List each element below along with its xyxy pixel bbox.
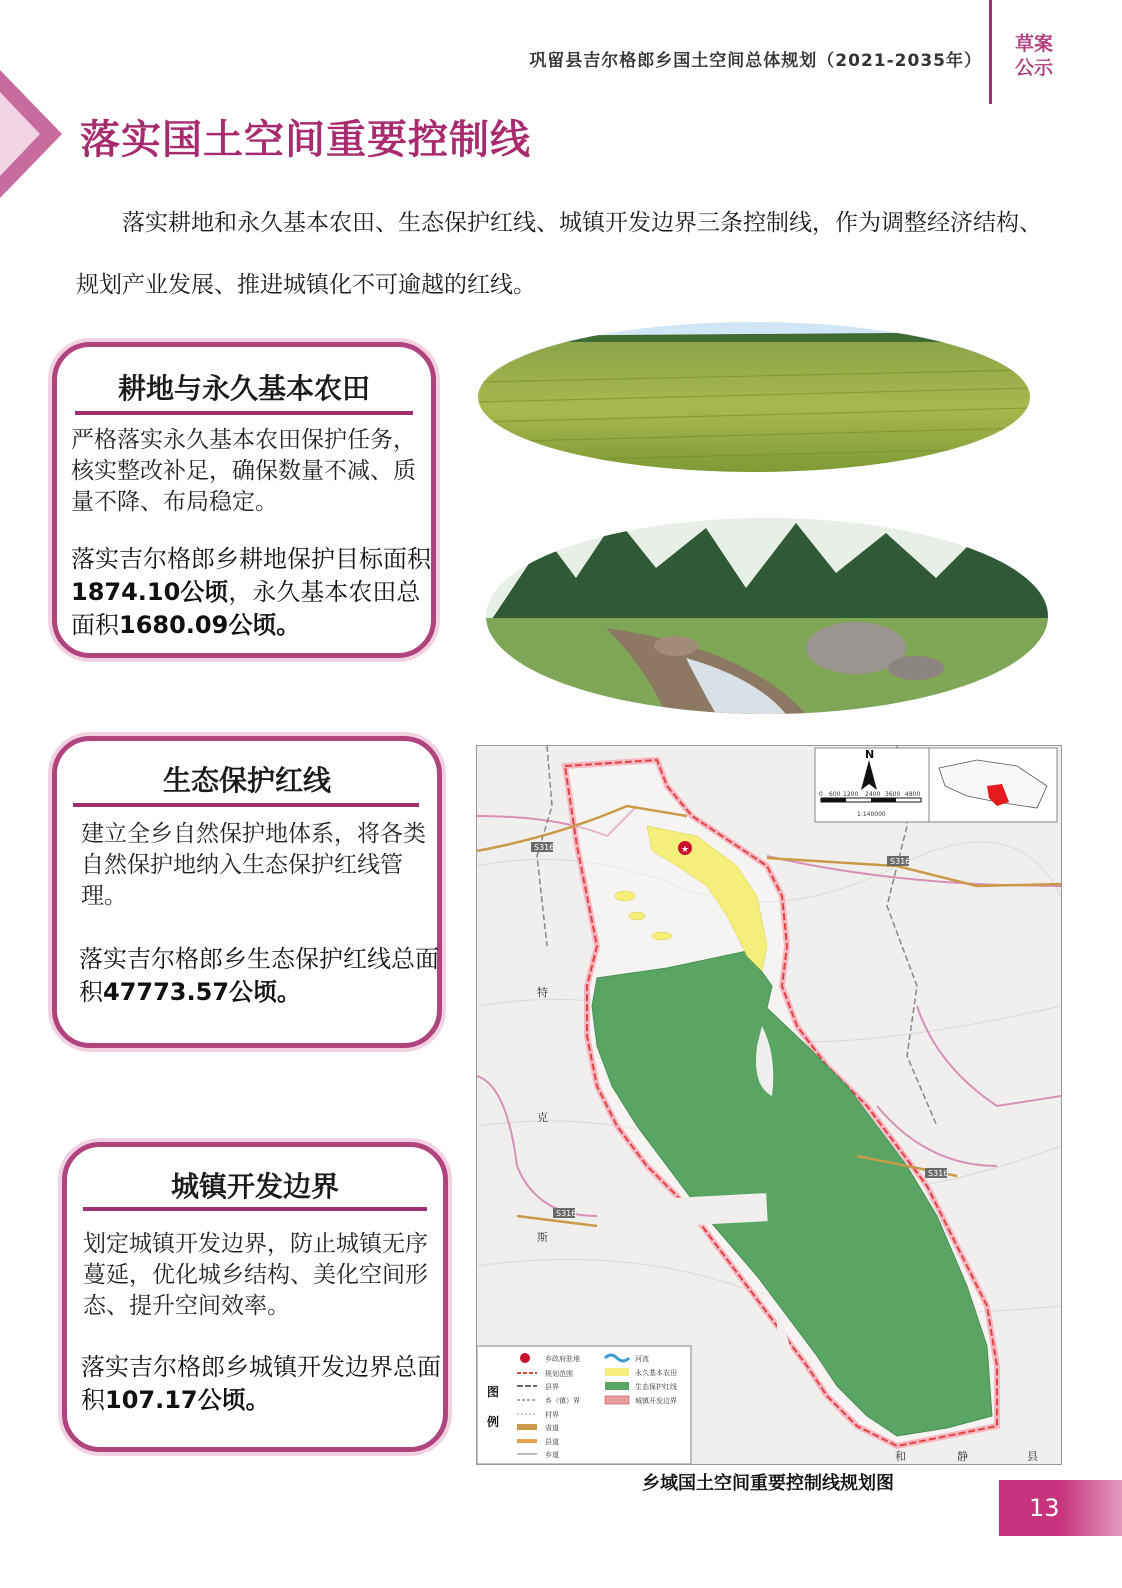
mountain-stream-photo bbox=[486, 518, 1048, 714]
page-title: 落实国土空间重要控制线 bbox=[80, 117, 531, 163]
scale-tick-0: 0 bbox=[819, 791, 823, 798]
road-label-4: S316 bbox=[556, 1209, 577, 1218]
legend-item-provincial-road: 省道 bbox=[545, 1424, 559, 1432]
legend-title-1: 图 bbox=[487, 1385, 500, 1399]
urban-goal-value: 107.17公顷。 bbox=[105, 1386, 270, 1414]
road-label-1: S316 bbox=[534, 843, 555, 852]
legend-item-county-boundary: 县界 bbox=[545, 1383, 559, 1391]
urban-card-divider bbox=[83, 1207, 427, 1211]
place-label-xian: 县 bbox=[1027, 1450, 1038, 1463]
scale-tick-4: 3600 bbox=[885, 791, 901, 798]
farmland-goal-mid: ，永久基本农田总面积 bbox=[71, 578, 421, 639]
document-header-title: 巩留县吉尔格郎乡国土空间总体规划（2021-2035年） bbox=[529, 51, 982, 71]
scale-tick-2: 1200 bbox=[843, 791, 859, 798]
urban-card-goal bbox=[81, 1351, 441, 1417]
legend-item-township-road: 乡道 bbox=[545, 1451, 559, 1459]
eco-card-goal bbox=[79, 943, 439, 1009]
legend-item-county-road: 县道 bbox=[545, 1438, 559, 1446]
town-star-icon: ★ bbox=[681, 845, 690, 855]
eco-card-body: 建立全乡自然保护地体系，将各类自然保护地纳入生态保护红线管理。 bbox=[81, 821, 426, 909]
urban-boundary-card bbox=[62, 1142, 448, 1452]
farmland-goal-value-2: 1680.09公顷。 bbox=[119, 611, 301, 639]
farmland-card-goal bbox=[71, 543, 431, 642]
farmland-card-body: 严格落实永久基本农田保护任务，核实整改补足，确保数量不减、质量不降、布局稳定。 bbox=[71, 427, 416, 515]
road-label-3: S316 bbox=[928, 1169, 949, 1178]
eco-redline-card bbox=[52, 736, 442, 1048]
wheat-field-photo bbox=[478, 322, 1030, 472]
legend-title-2: 例 bbox=[487, 1415, 500, 1429]
map-canvas bbox=[477, 746, 1061, 1464]
intro-text: 落实耕地和永久基本农田、生态保护红线、城镇开发边界三条控制线，作为调整经济结构、规划产业发展、推进城镇化不可逾越的红线。 bbox=[76, 210, 1042, 298]
eco-goal-value: 47773.57公顷。 bbox=[103, 978, 302, 1006]
page-number: 13 bbox=[999, 1480, 1122, 1536]
badge-line-2: 公示 bbox=[1014, 57, 1053, 79]
page-number-gradient bbox=[1060, 1480, 1122, 1536]
scale-tick-1: 600 bbox=[829, 791, 841, 798]
legend-item-basic-farmland: 永久基本农田 bbox=[635, 1369, 677, 1377]
farmland-goal-value-1: 1874.10公顷 bbox=[71, 578, 229, 606]
legend-item-planning-area: 规划范围 bbox=[545, 1370, 573, 1378]
scale-ratio: 1:140000 bbox=[857, 811, 886, 818]
north-label: N bbox=[865, 748, 875, 761]
intro-paragraph bbox=[76, 192, 1056, 316]
eco-goal-prefix: 落实吉尔格郎乡生态保护红线总面积 bbox=[79, 945, 439, 1006]
road-label-2: S316 bbox=[890, 857, 911, 866]
header-divider bbox=[989, 0, 992, 104]
draft-badge bbox=[1004, 32, 1064, 80]
farmland-card bbox=[52, 342, 436, 658]
legend-item-urban-boundary: 城镇开发边界 bbox=[635, 1397, 677, 1405]
map-caption: 乡域国土空间重要控制线规划图 bbox=[642, 1473, 894, 1494]
place-label-jing: 静 bbox=[957, 1450, 968, 1463]
urban-goal-prefix: 落实吉尔格郎乡城镇开发边界总面积 bbox=[81, 1353, 441, 1414]
urban-card-title: 城镇开发边界 bbox=[170, 1170, 339, 1203]
legend-item-eco-redline: 生态保护红线 bbox=[635, 1383, 677, 1391]
place-label-ke: 克 bbox=[537, 1111, 548, 1124]
place-label-te: 特 bbox=[537, 986, 548, 999]
place-label-he: 和 bbox=[895, 1450, 906, 1463]
legend-item-town-seat: 乡政府驻地 bbox=[545, 1355, 580, 1363]
mountain-stream-image bbox=[486, 518, 1048, 714]
legend-item-village-boundary: 村界 bbox=[545, 1411, 559, 1419]
wheat-field-image bbox=[478, 322, 1030, 472]
badge-line-1: 草案 bbox=[1014, 33, 1053, 55]
legend-item-township-boundary: 乡（镇）界 bbox=[545, 1397, 580, 1405]
scale-tick-3: 2400 bbox=[865, 791, 881, 798]
farmland-goal-prefix: 落实吉尔格郎乡耕地保护目标面积 bbox=[71, 545, 431, 573]
legend-item-river: 河流 bbox=[635, 1355, 649, 1363]
urban-card-body: 划定城镇开发边界，防止城镇无序蔓延，优化城乡结构、美化空间形态、提升空间效率。 bbox=[83, 1231, 428, 1319]
eco-card-title: 生态保护红线 bbox=[162, 764, 331, 797]
title-arrow-inner-icon bbox=[0, 92, 40, 176]
scale-tick-5: 4800 bbox=[905, 791, 921, 798]
eco-card-divider bbox=[73, 803, 419, 807]
farmland-card-title: 耕地与永久基本农田 bbox=[117, 372, 370, 405]
control-lines-map bbox=[476, 745, 1062, 1465]
farmland-card-divider bbox=[75, 411, 413, 415]
place-label-si: 斯 bbox=[537, 1231, 548, 1244]
